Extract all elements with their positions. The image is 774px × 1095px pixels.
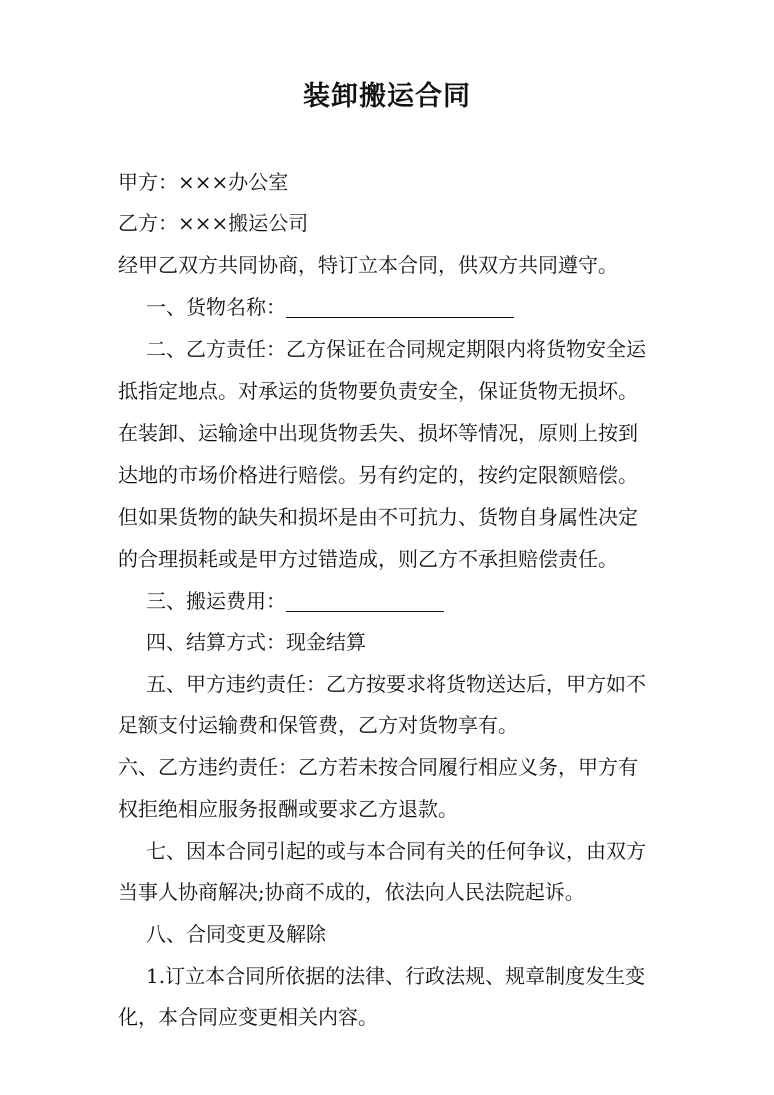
clause-7-line-1: 七、因本合同引起的或与本合同有关的任何争议，由双方 xyxy=(146,839,646,863)
clause-2-line-5: 但如果货物的缺失和损坏是由不可抗力、货物自身属性决定 xyxy=(118,505,638,529)
fee-clause xyxy=(146,587,691,615)
clause-2-line-6: 的合理损耗或是甲方过错造成，则乙方不承担赔偿责任。 xyxy=(118,547,618,571)
document-title: 装卸搬运合同 xyxy=(303,81,471,112)
clause-2-line-3: 在装卸、运输途中出现货物丢失、损坏等情况，原则上按到 xyxy=(118,421,638,445)
clause-5-line-1: 五、甲方违约责任：乙方按要求将货物送达后，甲方如不 xyxy=(146,672,646,696)
fee-label: 三、搬运费用： xyxy=(146,589,286,613)
goods-name-clause xyxy=(146,293,691,321)
party-b-line: 乙方：×××搬运公司 xyxy=(118,211,309,235)
fee-blank xyxy=(286,589,444,612)
goods-name-label: 一、货物名称： xyxy=(146,295,286,319)
clause-5-line-2: 足额支付运输费和保管费，乙方对货物享有。 xyxy=(118,713,518,737)
party-a-line: 甲方：×××办公室 xyxy=(118,170,289,194)
clause-7-line-2: 当事人协商解决;协商不成的，依法向人民法院起诉。 xyxy=(118,880,585,904)
clause-6-line-1: 六、乙方违约责任：乙方若未按合同履行相应义务，甲方有 xyxy=(118,755,638,779)
clause-2-line-4: 达地的市场价格进行赔偿。另有约定的，按约定限额赔偿。 xyxy=(118,463,638,487)
clause-8-item-1-line-1: 1.订立本合同所依据的法律、行政法规、规章制度发生变 xyxy=(146,964,646,988)
preamble-line: 经甲乙双方共同协商，特订立本合同，供双方共同遵守。 xyxy=(118,253,618,277)
clause-2-line-1: 二、乙方责任：乙方保证在合同规定期限内将货物安全运 xyxy=(146,337,646,361)
settlement-line: 四、结算方式：现金结算 xyxy=(146,630,366,654)
clause-2-line-2: 抵指定地点。对承运的货物要负责安全，保证货物无损坏。 xyxy=(118,379,638,403)
clause-8-item-1-line-2: 化，本合同应变更相关内容。 xyxy=(118,1005,378,1029)
goods-name-blank xyxy=(286,295,514,318)
clause-8-heading: 八、合同变更及解除 xyxy=(146,922,326,946)
clause-6-line-2: 权拒绝相应服务报酬或要求乙方退款。 xyxy=(118,797,458,821)
